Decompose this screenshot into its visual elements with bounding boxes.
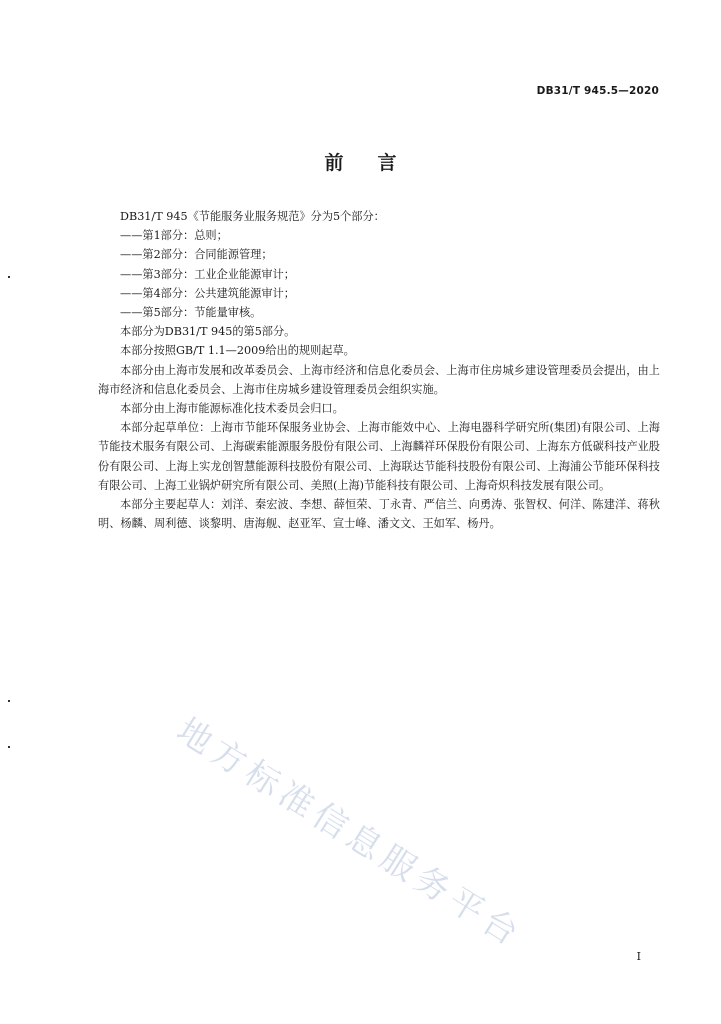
document-code: DB31/T 945.5—2020 bbox=[536, 85, 659, 97]
scan-mark bbox=[8, 746, 10, 748]
watermark: 地方标准信息服务平台 bbox=[169, 710, 530, 957]
paragraph-drafting-rules: 本部分按照GB/T 1.1—2009给出的规则起草。 bbox=[120, 344, 355, 358]
paragraph-drafting-units: 本部分起草单位：上海市节能环保服务业协会、上海市能效中心、上海电器科学研究所(集团)有限公司、上海节能技术服务有限公司、上海碳索能源服务股份有限公司、上海麟祥环保股份有限公司、上海东方低碳科技产业股份有限公司、上海上实龙创智慧能源科技股份有限公司、上海联达节能科技股份有限公司、上海浦公节能环保科技有限公司、上海工业锅炉研究所有限公司、美照(上海)节能科技有限公司、上海奇炽科技发展有限公司。 bbox=[98, 421, 660, 492]
scan-mark bbox=[8, 276, 10, 278]
paragraph-drafters: 本部分主要起草人：刘洋、秦宏波、李想、薛恒荣、丁永青、严信兰、向勇涛、张智权、何洋、陈建洋、蒋秋明、杨麟、周利德、谈黎明、唐海舰、赵亚军、宣士峰、潘文文、王如军、杨丹。 bbox=[98, 498, 660, 531]
document-body bbox=[98, 207, 660, 533]
part-item: ——第4部分：公共建筑能源审计； bbox=[120, 286, 295, 300]
part-item: ——第1部分：总则； bbox=[120, 229, 228, 243]
paragraph-administration: 本部分由上海市能源标准化技术委员会归口。 bbox=[120, 402, 344, 416]
paragraph-proposer: 本部分由上海市发展和改革委员会、上海市经济和信息化委员会、上海市住房城乡建设管理委员会提出，由上海市经济和信息化委员会、上海市住房城乡建设管理委员会组织实施。 bbox=[98, 363, 660, 396]
page-title: 前言 bbox=[324, 152, 431, 174]
part-item: ——第2部分：合同能源管理； bbox=[120, 248, 273, 262]
part-item: ——第5部分：节能量审核。 bbox=[120, 306, 262, 320]
intro-paragraph: DB31/T 945《节能服务业服务规范》分为5个部分： bbox=[120, 210, 385, 223]
part-item: ——第3部分：工业企业能源审计； bbox=[120, 267, 295, 281]
page-number: I bbox=[636, 950, 641, 963]
scan-mark bbox=[8, 700, 10, 702]
paragraph-part-statement: 本部分为DB31/T 945的第5部分。 bbox=[120, 325, 296, 339]
